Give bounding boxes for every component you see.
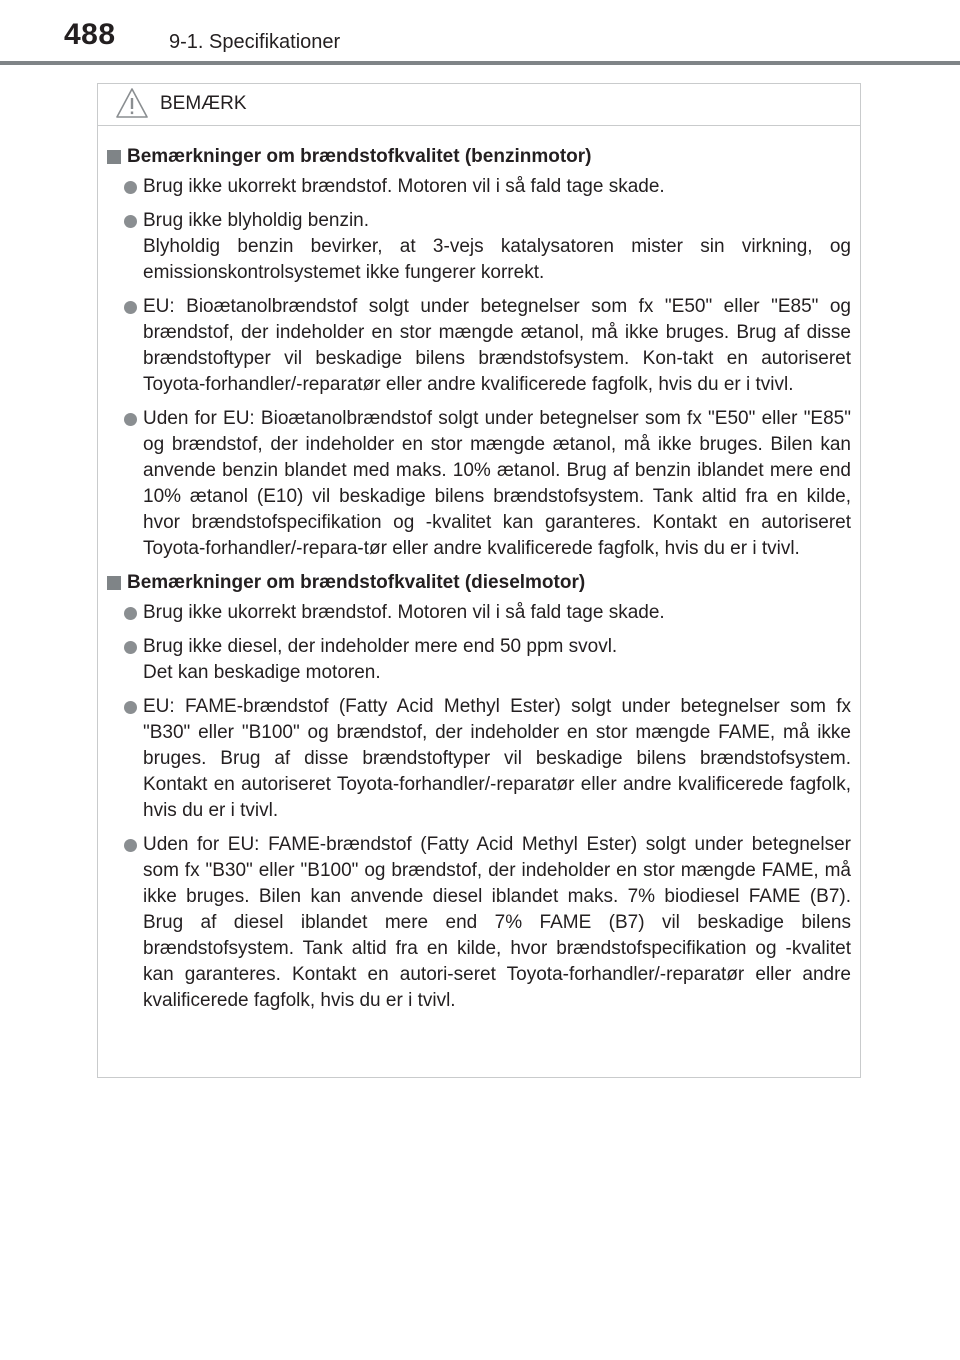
circle-bullet-icon: [124, 701, 137, 714]
list-item-text: Uden for EU: Bioætanolbrændstof solgt under betegnelser som fx "E50" eller "E85" og brændstof, der indeholder en stor mængde ætanol, må ikke bruges. Bilen kan anvende benzin blandet med maks. 10% ætanol. Brug af benzin iblandet mere end 10% ætanol (E10) vil beskadige bilens brændstofsystem. Tank altid fra en kilde, hvor brændstofspecifikation og -kvalitet kan garanteres. Kontakt en autoriseret Toyota-forhandler/-repara-tør eller andre kvalificerede fagfolk, hvis du er i tvivl.: [143, 408, 851, 559]
section-title: 9-1. Specifikationer: [169, 31, 341, 53]
list-item-text: Brug ikke ukorrekt brændstof. Motoren vil i så fald tage skade.: [143, 176, 665, 197]
list-item-text: EU: Bioætanolbrændstof solgt under betegnelser som fx "E50" eller "E85" og brændstof, der indeholder en stor mængde ætanol, må ikke bruges. Brug af disse brændstoftyper vil beskadige bilens brændstofsystem. Kon-takt en autoriseret Toyota-forhandler/-reparatør eller andre kvalificerede fagfolk, hvis du er i tvivl.: [143, 296, 851, 395]
list-item: [107, 208, 851, 286]
list-item-text: Brug ikke diesel, der indeholder mere end 50 ppm svovl.: [143, 636, 618, 657]
notice-body: [98, 126, 860, 1022]
list-item: [107, 174, 851, 200]
circle-bullet-icon: [124, 215, 137, 228]
list-item-text: Blyholdig benzin bevirker, at 3-vejs katalysatoren mister sin virkning, og emissionskontrolsystemet ikke fungerer korrekt.: [143, 236, 851, 283]
list-item-text: Uden for EU: FAME-brændstof (Fatty Acid Methyl Ester) solgt under betegnelser som fx "B30" eller "B100" og brændstof, der indeholder en stor mængde FAME, må ikke bruges. Bilen kan anvende diesel iblandet maks. 7% biodiesel FAME (B7). Brug af diesel iblandet mere end 7% FAME (B7) vil beskadige bilens brændstofsystem. Tank altid fra en kilde, hvor brændstofspecifikation og -kvalitet kan garanteres. Kontakt en autori-seret Toyota-forhandler/-reparatør eller andre kvalificerede fagfolk, hvis du er i tvivl.: [143, 834, 851, 1011]
list-item-text: EU: FAME-brændstof (Fatty Acid Methyl Ester) solgt under betegnelser som fx "B30" eller "B100" og brændstof, der indeholder en stor mængde FAME, må ikke bruges. Brug af disse brændstoftyper vil beskadige bilens brændstofsystem. Kontakt en autoriseret Toyota-forhandler/-reparatør eller andre kvalificerede fagfolk, hvis du er i tvivl.: [143, 696, 851, 821]
list-item: [107, 832, 851, 1014]
section-heading-text: Bemærkninger om brændstofkvalitet (benzinmotor): [127, 146, 592, 167]
circle-bullet-icon: [124, 181, 137, 194]
list-item-text: Det kan beskadige motoren.: [143, 662, 381, 683]
header-rule: [0, 61, 960, 65]
page-header: [0, 0, 960, 64]
list-item: [107, 294, 851, 398]
section-heading: [107, 144, 851, 170]
section-heading-text: Bemærkninger om brændstofkvalitet (dieselmotor): [127, 572, 586, 593]
list-item-text: Brug ikke blyholdig benzin.: [143, 210, 370, 231]
list-item: [107, 406, 851, 562]
circle-bullet-icon: [124, 641, 137, 654]
list-item-text: Brug ikke ukorrekt brændstof. Motoren vil i så fald tage skade.: [143, 602, 665, 623]
list-item: [107, 634, 851, 686]
notice-title: BEMÆRK: [160, 93, 247, 114]
square-bullet-icon: [107, 576, 121, 590]
notice-header: [98, 84, 860, 126]
page-number: 488: [64, 18, 116, 51]
square-bullet-icon: [107, 150, 121, 164]
list-item: [107, 694, 851, 824]
circle-bullet-icon: [124, 607, 137, 620]
warning-triangle-icon: [115, 87, 149, 119]
notice-box: [97, 83, 861, 1078]
circle-bullet-icon: [124, 839, 137, 852]
circle-bullet-icon: [124, 301, 137, 314]
list-item: [107, 600, 851, 626]
circle-bullet-icon: [124, 413, 137, 426]
section-heading: [107, 570, 851, 596]
